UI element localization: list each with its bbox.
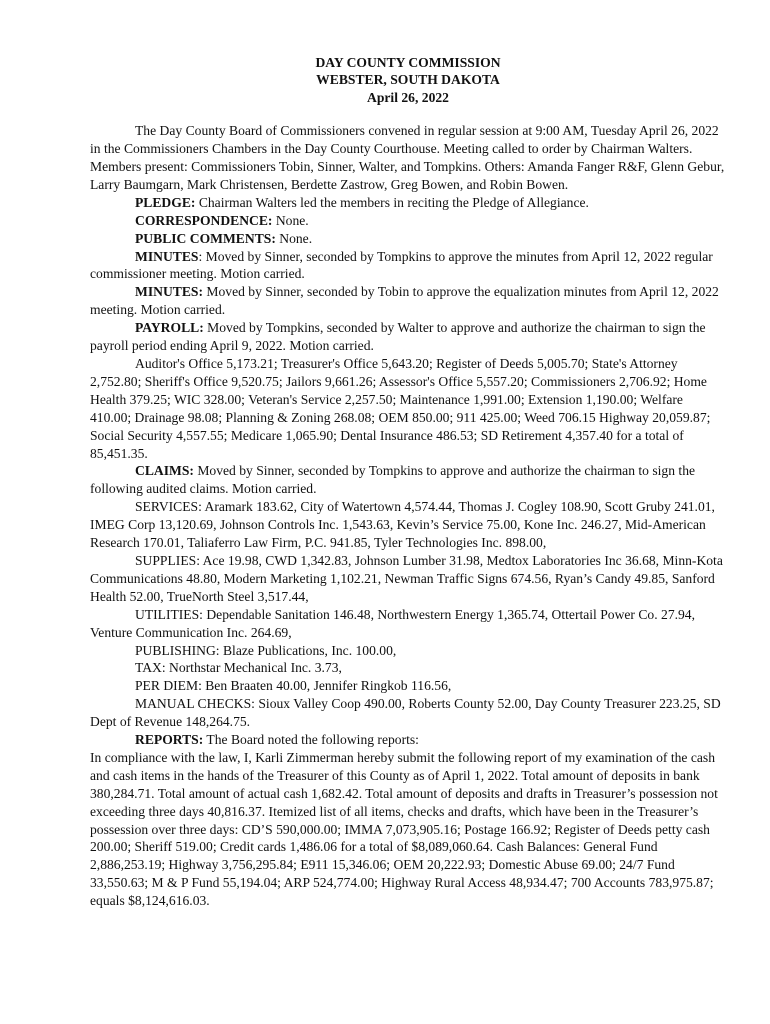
paragraph-correspondence: CORRESPONDENCE: None. [135, 212, 309, 228]
paragraph-utilities: UTILITIES: Dependable Sanitation 146.48, Northwestern Energy 1,365.74, Ottertail Power Co. 27.94, Venture Communication Inc. 264.69, [90, 606, 696, 640]
header-title: DAY COUNTY COMMISSION [315, 55, 501, 70]
document-header [90, 54, 726, 106]
paragraph-payroll: PAYROLL: Moved by Tompkins, seconded by Walter to approve and authorize the chairman to sign the payroll period ending April 9, 2022. Motion carried. [90, 320, 706, 354]
paragraph-pledge: PLEDGE: Chairman Walters led the members in reciting the Pledge of Allegiance. [135, 194, 589, 210]
paragraph-services: SERVICES: Aramark 183.62, City of Watertown 4,574.44, Thomas J. Cogley 108.90, Scott Gruby 241.01, IMEG Corp 13,120.69, Johnson Controls Inc. 1,543.63, Kevin’s Service 75.00, Kone Inc. 246.27, Mid-American Research 170.01, Taliaferro Law Firm, P.C. 941.85, Tyler Technologies Inc. 898.00, [90, 499, 715, 551]
paragraph-per-diem: PER DIEM: Ben Braaten 40.00, Jennifer Ringkob 116.56, [135, 678, 452, 694]
paragraph-payroll-detail: Auditor's Office 5,173.21; Treasurer's Office 5,643.20; Register of Deeds 5,005.70; State's Attorney 2,752.80; Sheriff's Office 9,520.75; Jailors 9,661.26; Assessor's Office 5,557.20; Commissioners 2,706.92; Home Health 379.25; WIC 328.00; Veteran's Service 2,257.50; Maintenance 1,991.00; Extension 1,190.00; Welfare 410.00; Drainage 98.08; Planning & Zoning 268.08; OEM 850.00; 911 425.00; Weed 706.15 Highway 20,059.87; Social Security 4,557.55; Medicare 1,065.90; Dental Insurance 486.53; SD Retirement 4,357.40 for a total of 85,451.35. [90, 356, 711, 461]
paragraph-minutes-equalization: MINUTES: Moved by Sinner, seconded by Tobin to approve the equalization minutes from April 12, 2022 meeting. Motion carried. [90, 284, 719, 318]
paragraph-opening: The Day County Board of Commissioners convened in regular session at 9:00 AM, Tuesday April 26, 2022 in the Commissioners Chambers in the Day County Courthouse. Meeting called to order by Chairman Walters. Members present: Commissioners Tobin, Sinner, Walter, and Tompkins. Others: Amanda Fanger R&F, Glenn Gebur, Larry Baumgarn, Mark Christensen, Berdette Zastrow, Greg Bowen, and Robin Bowen. [90, 123, 725, 192]
paragraph-treasurer-report: In compliance with the law, I, Karli Zimmerman hereby submit the following report of my examination of the cash and cash items in the hands of the Treasurer of this County as of April 1, 2022. Total amount of deposits in bank 380,284.71. Total amount of actual cash 1,682.42. Total amount of deposits and drafts in Treasurer’s possession not exceeding three days 40,816.37. Itemized list of all items, checks and drafts, which have been in the Treasurer’s possession over three days: CD’S 590,000.00; IMMA 7,073,905.16; Postage 166.92; Register of Deeds petty cash 200.00; Sheriff 519.00; Credit cards 1,486.06 for a total of $8,089,060.64. Cash Balances: General Fund 2,886,253.19; Highway 3,756,295.84; E911 15,346.06; OEM 20,222.93; Domestic Abuse 69.00; 24/7 Fund 33,550.63; M & P Fund 55,194.04; ARP 524,774.00; Highway Rural Access 48,934.47; 700 Accounts 783,975.87; equals $8,124,616.03. [90, 749, 718, 909]
paragraph-reports: REPORTS: The Board noted the following reports: [135, 732, 419, 748]
paragraph-manual-checks: MANUAL CHECKS: Sioux Valley Coop 490.00, Roberts County 52.00, Day County Treasurer 223.25, SD Dept of Revenue 148,264.75. [90, 696, 721, 730]
paragraph-supplies: SUPPLIES: Ace 19.98, CWD 1,342.83, Johnson Lumber 31.98, Medtox Laboratories Inc 36.68, Minn-Kota Communications 48.80, Modern Marketing 1,102.21, Newman Traffic Signs 674.56, Ryan’s Candy 49.85, Sanford Health 52.00, TrueNorth Steel 3,517.44, [90, 552, 723, 604]
paragraph-publishing: PUBLISHING: Blaze Publications, Inc. 100.00, [135, 642, 397, 658]
paragraph-claims: CLAIMS: Moved by Sinner, seconded by Tompkins to approve and authorize the chairman to sign the following audited claims. Motion carried. [90, 463, 696, 497]
paragraph-minutes-regular: MINUTES: Moved by Sinner, seconded by Tompkins to approve the minutes from April 12, 2022 regular commissioner meeting. Motion carried. [90, 248, 713, 282]
header-date: April 26, 2022 [367, 89, 449, 105]
minutes-body [90, 122, 726, 910]
paragraph-tax: TAX: Northstar Mechanical Inc. 3.73, [135, 660, 342, 676]
header-location: WEBSTER, SOUTH DAKOTA [316, 72, 500, 88]
paragraph-public-comments: PUBLIC COMMENTS: None. [135, 230, 313, 246]
